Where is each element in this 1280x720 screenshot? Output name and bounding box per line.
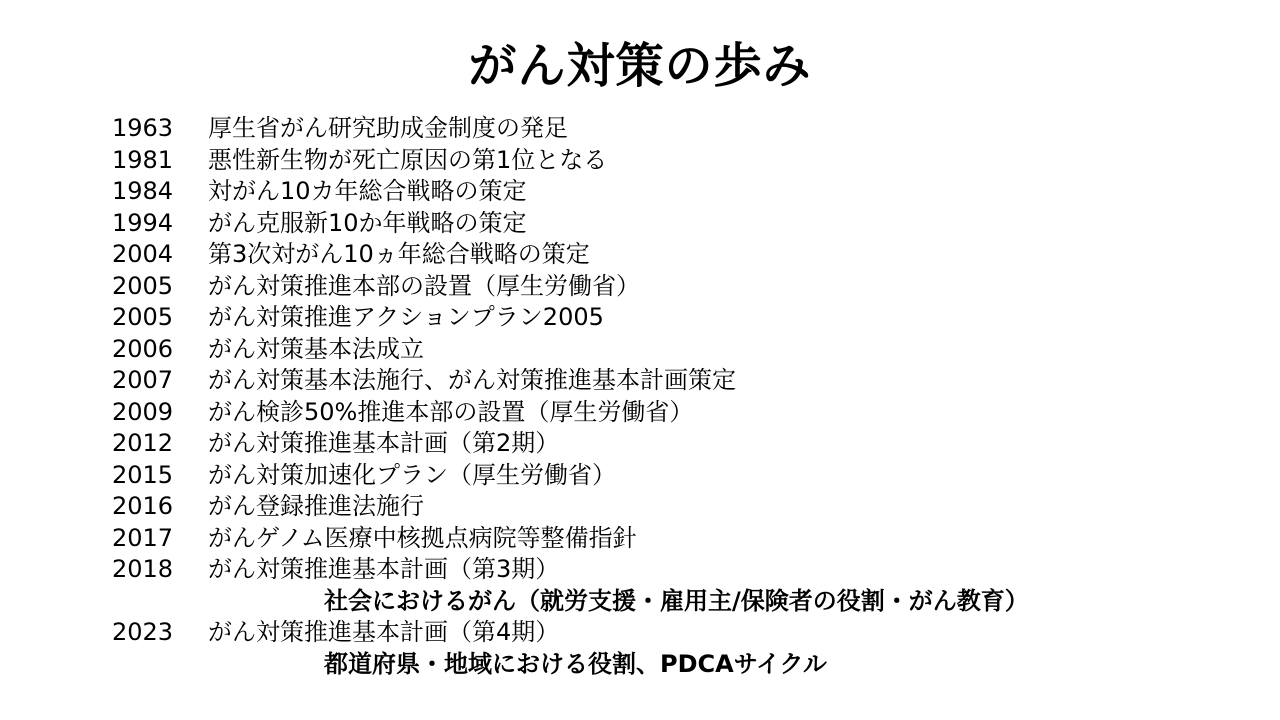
timeline-row [112, 554, 1232, 586]
timeline-row [112, 617, 1232, 649]
timeline-list [112, 113, 1232, 680]
timeline-event: がんゲノム医療中核拠点病院等整備指針 [208, 523, 637, 552]
timeline-event: がん対策推進基本計画（第2期） [208, 429, 560, 457]
timeline-event: 第3次対がん10ヵ年総合戦略の策定 [208, 240, 590, 268]
timeline-row [112, 491, 1232, 523]
page-title: がん対策の歩み [468, 38, 812, 94]
timeline-event: がん対策推進アクションプラン2005 [208, 303, 604, 331]
timeline-note: 都道府県・地域における役割、PDCAサイクル [324, 649, 827, 678]
timeline-row [112, 523, 1232, 555]
timeline-row [112, 365, 1232, 397]
timeline-row [112, 176, 1232, 208]
timeline-row [112, 113, 1232, 145]
timeline-year: 2004 [112, 240, 174, 268]
timeline-event: がん対策推進本部の設置（厚生労働省） [208, 271, 640, 300]
timeline-event: がん対策推進基本計画（第4期） [208, 618, 560, 646]
timeline-row [112, 334, 1232, 366]
timeline-year: 2018 [112, 555, 174, 583]
timeline-year: 2005 [112, 271, 174, 300]
timeline-note: 社会におけるがん（就労支援・雇用主/保険者の役割・がん教育） [324, 586, 1029, 615]
timeline-event: がん対策基本法成立 [208, 334, 424, 363]
timeline-event: がん検診50%推進本部の設置（厚生労働省） [208, 397, 694, 426]
timeline-year: 2023 [112, 618, 174, 646]
timeline-year: 1994 [112, 208, 174, 237]
timeline-event: がん克服新10か年戦略の策定 [208, 208, 527, 237]
timeline-row [112, 239, 1232, 271]
timeline-year: 2005 [112, 303, 174, 331]
timeline-event: 悪性新生物が死亡原因の第1位となる [208, 145, 608, 174]
timeline-event: がん登録推進法施行 [208, 492, 424, 520]
timeline-year: 1984 [112, 177, 174, 205]
timeline-year: 2017 [112, 523, 174, 552]
timeline-year: 2012 [112, 429, 174, 457]
timeline-year: 1963 [112, 114, 174, 142]
timeline-row [112, 428, 1232, 460]
timeline-row [112, 145, 1232, 177]
timeline-row [112, 460, 1232, 492]
timeline-year: 2009 [112, 397, 174, 426]
timeline-row [112, 302, 1232, 334]
timeline-year: 2015 [112, 460, 174, 489]
timeline-event: がん対策基本法施行、がん対策推進基本計画策定 [208, 366, 736, 394]
timeline-row [112, 397, 1232, 429]
timeline-year: 2007 [112, 366, 174, 394]
timeline-event: 厚生省がん研究助成金制度の発足 [208, 114, 568, 142]
timeline-year: 2016 [112, 492, 174, 520]
timeline-year: 2006 [112, 334, 174, 363]
timeline-row [112, 271, 1232, 303]
timeline-event: 対がん10カ年総合戦略の策定 [208, 177, 527, 205]
timeline-event: がん対策推進基本計画（第3期） [208, 555, 560, 583]
timeline-event: がん対策加速化プラン（厚生労働省） [208, 460, 616, 489]
timeline-row [112, 208, 1232, 240]
timeline-year: 1981 [112, 145, 174, 174]
